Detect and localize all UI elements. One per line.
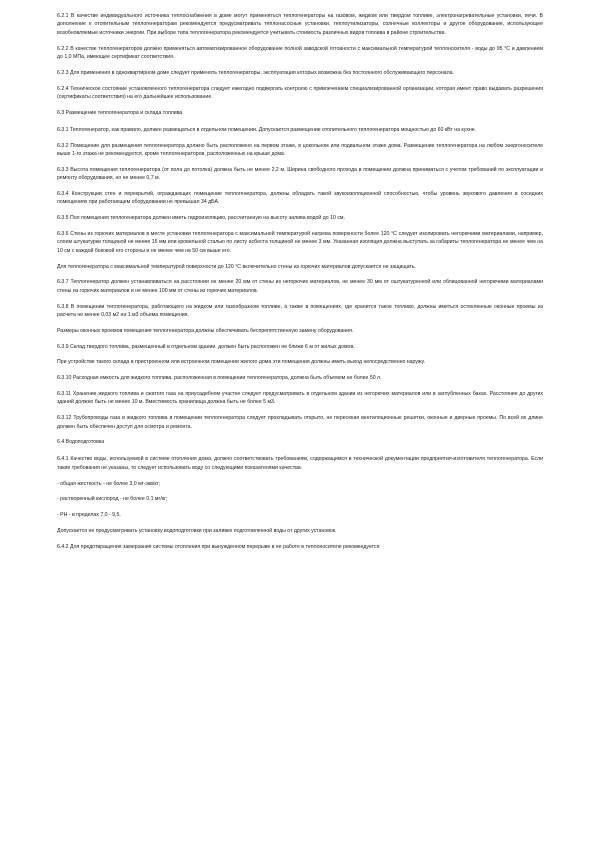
paragraph: 6.3.1 Теплогенератор, как правило, должен размещаться в отдельном помещении. Допускается размещение отопительного теплогенератора мощностью до 60 кВт на кухне. xyxy=(57,126,477,133)
paragraph: Для теплогенератора с максимальной температурой поверхности до 120 °С включительно стены из горючих материалов допускается не защищать. xyxy=(57,263,416,270)
paragraph: 6.3.3 Высота помещения теплогенератора (от пола до потолка) должна быть не менее 2,2 м. Ширина свободного прохода в помещении должна приниматься с учетом требований по эксплуатации и ремонту оборудования, но не менее 0,7 м. xyxy=(57,166,543,182)
paragraph: При устройстве такого склада в пристроенном или встроенном помещении жилого дома эти помещения должны иметь выход непосредственно наружу. xyxy=(57,359,426,366)
paragraph: 6.3.9 Склад твердого топлива, размещенный в отдельном здании, должен быть расположен не ближе 6 м от жилых домов. xyxy=(57,343,355,350)
paragraph: 6.3.10 Расходная емкость для жидкого топлива, расположенная в помещении теплогенератора, должна быть объемом не более 50 л. xyxy=(57,375,382,382)
list-item: - растворенный кислород - не более 0,1 мг/кг; xyxy=(57,496,168,503)
paragraph: Размеры оконных проемов помещения теплогенератора должны обеспечивать беспрепятственную замену оборудования. xyxy=(57,327,354,334)
paragraph: 6.3.5 Пол помещения теплогенератора должен иметь гидроизоляцию, рассчитанную на высоту залива водой до 10 см. xyxy=(57,215,345,222)
paragraph: Допускается не предусматривать установку водоподготовки при заливке подготовленной воды от других установок. xyxy=(57,528,337,535)
document-page xyxy=(57,12,543,559)
paragraph: 6.3.8 В помещении теплогенератора, работающего на жидком или газообразном топливе, а также в помещениях, где хранится такое топливо, должны иметься остекленные оконные проемы из расчета не менее 0,03 м2 на 1 м3 объема помещения. xyxy=(57,303,543,319)
section-heading: 6.4 Водоподготовка xyxy=(57,439,105,446)
paragraph: 6.3.7 Теплогенератор должен устанавливаться на расстоянии не менее 20 мм от стены из негорючих материалов, не менее 30 мм от оштукатуренной или облицованной негорючими материалами стены из горючих материалов и не менее 100 мм от стены из горючих материалов. xyxy=(57,279,543,294)
paragraph: 6.2.3 Для применения в одноквартирном доме следует применять теплогенераторы, эксплуатация которых возможна без постоянного обслуживающего персонала. xyxy=(57,69,454,76)
paragraph: 6.2.1 В качестве индивидуального источника теплоснабжения в доме могут применяться теплогенераторы на газовом, жидком или твердом топливе, электронагревательные установки, печи. В дополнение к отопительным теплогенераторам рекомендуется предусматривать теплонасосные установки, теплоутилизаторы, солнечные коллекторы и другое оборудование, использующее возобновляемые источники энергии. При выборе типа теплогенератора рекомендуется учитывать стоимость различных видов топлива в районе строительства. xyxy=(57,13,543,36)
paragraph: 6.3.6 Стены из горючих материалов в месте установки теплогенератора с максимальной температурой нагрева поверхности более 120 °С следует изолировать негорючими материалами, например, слоем штукатурки толщиной не менее 15 мм или кровельной сталью по листу асбеста толщиной не менее 3 мм. Указанная изоляция должна выступать за габариты теплогенератора не менее чем на 10 см с каждой боковой его стороны и не менее чем на 50 см выше его. xyxy=(57,231,543,254)
paragraph: 6.3.12 Трубопроводы газа и жидкого топлива в помещении теплогенератора следует прокладывать открыто, не пересекая вентиляционные решетки, оконные и дверные проемы. По всей их длине должен быть обеспечен доступ для осмотра и ремонта. xyxy=(57,415,543,430)
section-heading: 6.3 Размещение теплогенератора и склада топлива xyxy=(57,109,183,116)
paragraph: 6.4.2 Для предотвращения замерзания системы отопления при вынужденном перерыве в ее работе в теплоносителе рекомендуется xyxy=(57,543,380,550)
paragraph: 6.2.2 В качестве теплогенераторов должно применяться автоматизированное оборудование полной заводской готовности с максимальной температурой теплоносителя - воды до 95 °С и давлением до 1,0 МПа, имеющее сертификат соответствия. xyxy=(57,45,543,61)
paragraph: 6.3.11 Хранение жидкого топлива и сжатого газа на приусадебном участке следует предусматривать в отдельном здании из негорючих материалов или в заглубленных баках. Расстояние до других зданий должно быть не менее 10 м. Вместимость хранилища должна быть не более 5 м3. xyxy=(57,391,543,406)
paragraph: 6.4.1 Качество воды, используемой в системе отопления дома, должно соответствовать требованиям, содержащимся в технической документации предприятия-изготовителя теплогенератора. Если такие требования не указаны, то следует использовать воду со следующими показателями качества: xyxy=(57,456,543,471)
paragraph: 6.3.2 Помещение для размещения теплогенератора должно быть расположено на первом этаже, в цокольном или подвальном этаже дома. Размещение теплогенератора на любом энергоносителе выше 1-го этажа не рекомендуется, кроме теплогенераторов, расположенных на крыше дома. xyxy=(57,142,543,158)
paragraph: 6.2.4 Техническое состояние установленного теплогенератора следует ежегодно подвергать контролю с привлечением специализированной организации, которая имеет право выдавать разрешения (сертификаты соответствия) на его дальнейшее использование. xyxy=(57,85,543,101)
list-item: - общая жесткость - не более 3,0 мг-экв/кг; xyxy=(57,480,160,487)
paragraph: 6.3.4 Конструкции стен и перекрытий, ограждающих помещение теплогенератора, должны обладать такой звукоизоляционной способностью, чтобы уровень звукового давления в соседних помещениях при работающем оборудовании не превышал 34 дБА. xyxy=(57,191,543,206)
list-item: - РН - в пределах 7,0 - 9,5. xyxy=(57,512,121,519)
